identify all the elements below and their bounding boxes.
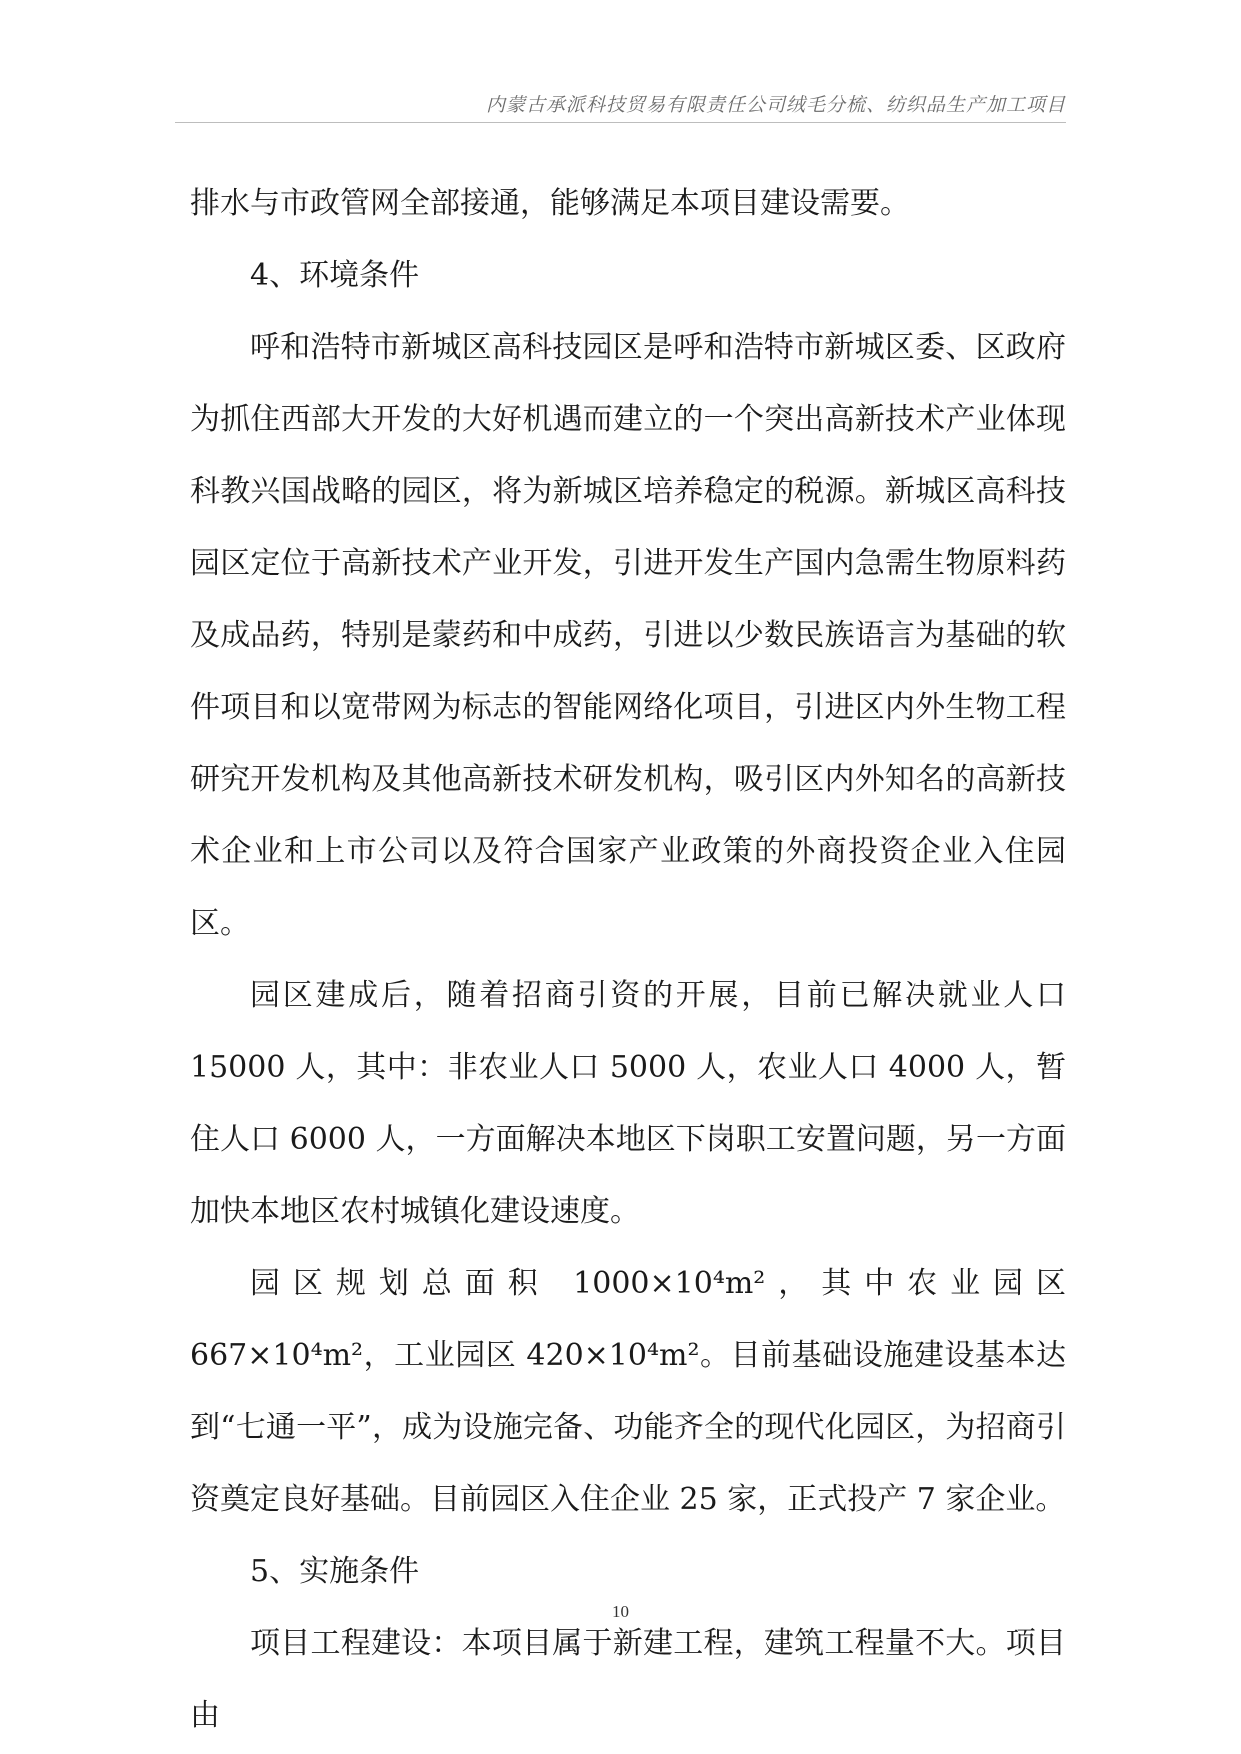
running-header: 内蒙古承派科技贸易有限责任公司绒毛分梳、纺织品生产加工项目 [485,94,1066,116]
body-paragraph-park-intro: 呼和浩特市新城区高科技园区是呼和浩特市新城区委、区政府为抓住西部大开发的大好机遇而建立的一个突出高新技术产业体现科教兴国战略的园区，将为新城区培养稳定的税源。新城区高科技园区定位于高新技术产业开发，引进开发生产国内急需生物原料药及成品药，特别是蒙药和中成药，引进以少数民族语言为基础的软件项目和以宽带网为标志的智能网络化项目，引进区内外生物工程研究开发机构及其他高新技术研发机构，吸引区内外知名的高新技术企业和上市公司以及符合国家产业政策的外商投资企业入住园区。 [190,330,1066,941]
page-number: 10 [612,1602,629,1621]
body-paragraph-construction: 项目工程建设：本项目属于新建工程，建筑工程量不大。项目由 [190,1626,1066,1733]
header-divider [175,122,1066,123]
body-paragraph-continuation: 排水与市政管网全部接通，能够满足本项目建设需要。 [190,186,910,221]
body-paragraph-area: 园区规划总面积 1000×10⁴m²，其中农业园区 667×10⁴m²，工业园区 420×10⁴m²。目前基础设施建设基本达到“七通一平”，成为设施完备、功能齐全的现代化园区，为招商引资奠定良好基础。目前园区入住企业 25 家，正式投产 7 家企业。 [190,1266,1066,1517]
document-body [190,168,1066,1752]
section-heading-environment: 4、环境条件 [250,258,420,293]
body-paragraph-employment: 园区建成后，随着招商引资的开展，目前已解决就业人口 15000 人，其中：非农业人口 5000 人，农业人口 4000 人，暂住人口 6000 人，一方面解决本地区下岗职工安置问题，另一方面加快本地区农村城镇化建设速度。 [190,978,1066,1229]
section-heading-implementation: 5、实施条件 [250,1554,420,1589]
